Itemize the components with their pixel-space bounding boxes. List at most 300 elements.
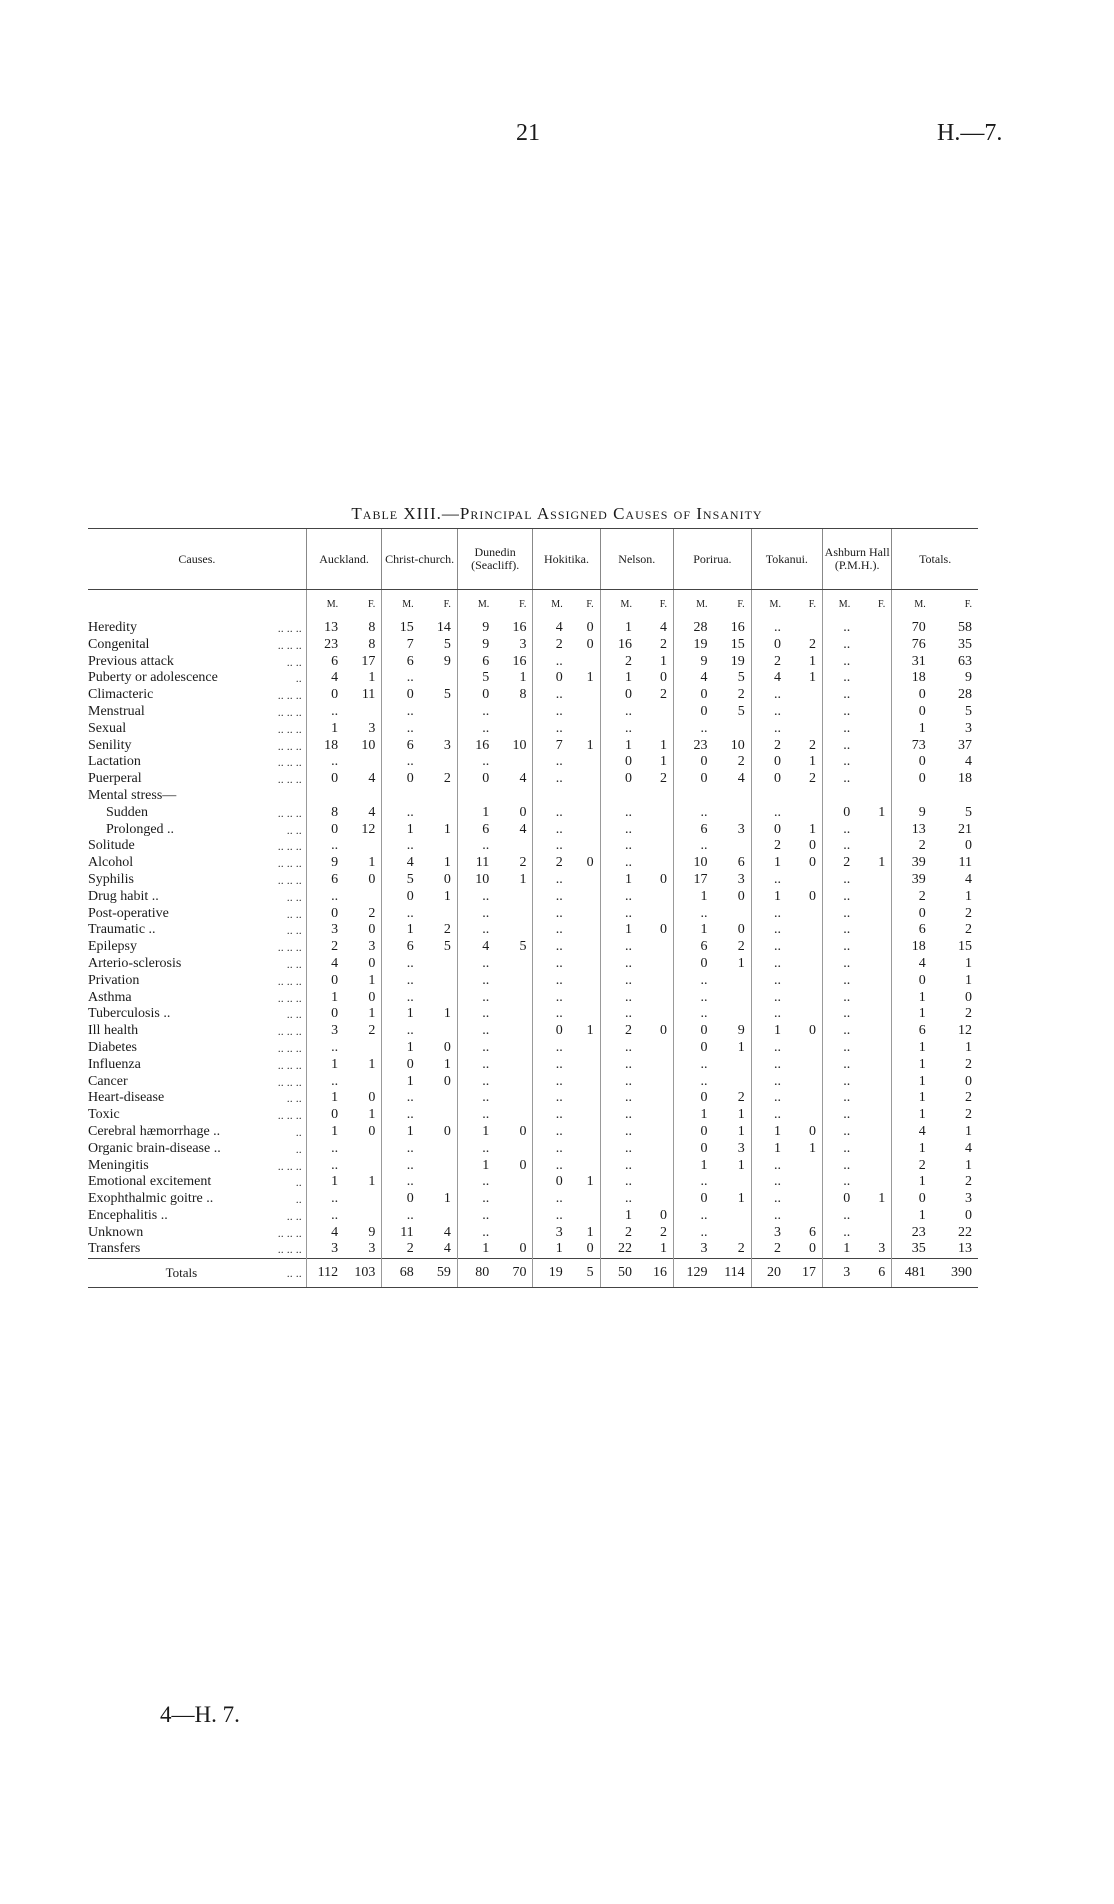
table-row <box>88 1090 978 1107</box>
female-count-cell: 1 <box>368 670 376 686</box>
female-count-cell <box>716 838 752 855</box>
male-count-cell: 4 <box>892 1124 934 1141</box>
table-row <box>88 738 978 755</box>
male-count-cell: .. <box>823 906 859 923</box>
male-count-cell: 10 <box>457 872 497 889</box>
female-count-cell <box>640 855 674 872</box>
male-count-cell: 1 <box>892 1040 934 1057</box>
male-count-cell: 0 <box>306 1107 346 1124</box>
f-label: F. <box>808 599 817 610</box>
female-count-cell <box>497 906 533 923</box>
female-count-cell: 1 <box>586 1224 594 1240</box>
male-count-cell: 1 <box>306 1124 346 1141</box>
male-count-cell: 8 <box>306 805 346 822</box>
female-count-cell: 2 <box>737 754 745 770</box>
leader-dots: .. .. .. <box>277 755 302 770</box>
male-count-cell: .. <box>533 1057 571 1074</box>
female-count-cell: 4 <box>519 771 527 787</box>
cause-label: Puberty or adolescence <box>88 670 218 686</box>
male-count-cell: 0 <box>306 906 346 923</box>
male-count-cell: 39 <box>892 855 934 872</box>
cause-label: Encephalitis .. <box>88 1207 168 1223</box>
male-count-cell: .. <box>823 620 859 637</box>
male-count-cell: 0 <box>674 1191 716 1208</box>
female-count-cell <box>497 1174 533 1191</box>
male-count-cell: .. <box>457 956 497 973</box>
male-count-cell: .. <box>457 1225 497 1242</box>
male-count-cell: .. <box>600 906 640 923</box>
table-header-row <box>88 529 978 590</box>
leader-dots: .. .. <box>286 906 302 921</box>
male-count-cell: .. <box>823 721 859 738</box>
male-count-cell: 1 <box>600 922 640 939</box>
male-count-cell: 6 <box>457 822 497 839</box>
leader-dots: .. <box>295 1141 302 1156</box>
male-count-cell: 0 <box>382 1191 422 1208</box>
male-count-cell: .. <box>457 1023 497 1040</box>
table-row <box>88 1208 978 1225</box>
male-count-cell: 1 <box>892 1090 934 1107</box>
leader-dots: .. .. .. <box>277 1225 302 1240</box>
f-label: F. <box>443 599 451 610</box>
female-count-cell: 70 <box>497 1259 533 1288</box>
male-count-cell: .. <box>751 1090 789 1107</box>
male-count-cell: .. <box>306 704 346 721</box>
female-count-cell: 1 <box>519 871 527 887</box>
male-count-cell: 0 <box>306 973 346 990</box>
male-count-cell: 1 <box>892 1057 934 1074</box>
male-count-cell: .. <box>600 939 640 956</box>
female-count-cell <box>571 721 600 738</box>
male-count-cell <box>457 788 497 805</box>
female-count-cell: 10 <box>361 737 376 753</box>
female-count-cell <box>716 805 752 822</box>
male-count-cell: 1 <box>457 805 497 822</box>
male-count-cell: .. <box>306 754 346 771</box>
table-row <box>88 1141 978 1158</box>
male-count-cell: 1 <box>382 1074 422 1091</box>
female-count-cell <box>422 805 458 822</box>
totals-row <box>88 1259 978 1288</box>
leader-dots: .. .. .. <box>277 721 302 736</box>
female-count-cell: 0 <box>586 1241 594 1257</box>
table-row <box>88 1191 978 1208</box>
female-count-cell: 1 <box>878 804 886 820</box>
female-count-cell <box>789 906 823 923</box>
female-count-cell <box>346 1040 382 1057</box>
male-count-cell: 0 <box>823 1191 859 1208</box>
female-count-cell <box>858 738 892 755</box>
female-count-cell: 1 <box>965 1157 972 1173</box>
male-count-cell: .. <box>823 670 859 687</box>
leader-dots: .. .. <box>286 1007 302 1022</box>
female-count-cell <box>346 889 382 906</box>
female-count-cell <box>858 1023 892 1040</box>
female-count-cell <box>858 771 892 788</box>
table-row <box>88 956 978 973</box>
female-count-cell <box>858 822 892 839</box>
female-count-cell <box>716 1225 752 1242</box>
female-count-cell <box>346 1158 382 1175</box>
male-count-cell: 73 <box>892 738 934 755</box>
female-count-cell: 3 <box>878 1241 886 1257</box>
female-count-cell <box>640 805 674 822</box>
female-count-cell: 63 <box>958 653 972 669</box>
female-count-cell: 1 <box>660 653 668 669</box>
male-count-cell: 0 <box>892 906 934 923</box>
female-count-cell: 5 <box>965 703 972 719</box>
cause-label: Mental stress— <box>88 787 177 803</box>
female-count-cell <box>422 1023 458 1040</box>
male-count-cell: 31 <box>892 654 934 671</box>
female-count-cell: 2 <box>965 1056 972 1072</box>
female-count-cell: 2 <box>965 1006 972 1022</box>
female-count-cell <box>497 721 533 738</box>
male-count-cell: 129 <box>674 1259 716 1288</box>
male-count-cell: .. <box>457 906 497 923</box>
male-count-cell: 0 <box>892 754 934 771</box>
male-count-cell: 1 <box>751 1023 789 1040</box>
table-row <box>88 654 978 671</box>
male-count-cell: 1 <box>600 872 640 889</box>
male-count-cell: .. <box>751 620 789 637</box>
female-count-cell: 9 <box>368 1224 376 1240</box>
female-count-cell: 5 <box>737 670 745 686</box>
male-count-cell: 4 <box>306 956 346 973</box>
male-count-cell: .. <box>382 754 422 771</box>
female-count-cell: 35 <box>958 636 972 652</box>
male-count-cell: .. <box>751 1174 789 1191</box>
male-count-cell: 1 <box>306 990 346 1007</box>
male-count-cell: 0 <box>382 771 422 788</box>
male-count-cell: 0 <box>457 771 497 788</box>
male-count-cell: 0 <box>892 973 934 990</box>
female-count-cell: 0 <box>809 855 817 871</box>
table-row <box>88 855 978 872</box>
table-row <box>88 670 978 687</box>
male-count-cell <box>600 788 640 805</box>
male-count-cell: .. <box>382 704 422 721</box>
male-count-cell: .. <box>674 1006 716 1023</box>
male-count-cell: .. <box>457 838 497 855</box>
female-count-cell: 9 <box>737 1023 745 1039</box>
table-title: Table XIII.—Principal Assigned Causes of Insanity <box>351 504 763 523</box>
female-count-cell: 1 <box>965 972 972 988</box>
female-count-cell <box>571 1040 600 1057</box>
female-count-cell: 1 <box>737 1123 745 1139</box>
female-count-cell: 1 <box>443 888 451 904</box>
female-count-cell <box>571 704 600 721</box>
male-count-cell: .. <box>751 1158 789 1175</box>
female-count-cell: 3 <box>519 636 527 652</box>
female-count-cell: 2 <box>809 636 817 652</box>
table-row <box>88 822 978 839</box>
female-count-cell: 8 <box>519 687 527 703</box>
male-count-cell: .. <box>751 956 789 973</box>
female-count-cell: 3 <box>737 871 745 887</box>
male-count-cell: .. <box>751 1208 789 1225</box>
female-count-cell: 11 <box>361 687 376 703</box>
male-count-cell: 18 <box>892 670 934 687</box>
male-count-cell: .. <box>382 956 422 973</box>
male-count-cell: .. <box>674 1057 716 1074</box>
female-count-cell <box>571 906 600 923</box>
male-count-cell: .. <box>674 990 716 1007</box>
male-count-cell: .. <box>751 1074 789 1091</box>
female-count-cell <box>789 620 823 637</box>
male-count-cell: 1 <box>457 1158 497 1175</box>
cause-label: Exophthalmic goitre .. <box>88 1191 214 1207</box>
female-count-cell <box>789 1158 823 1175</box>
female-count-cell <box>858 872 892 889</box>
male-count-cell: 0 <box>823 805 859 822</box>
female-count-cell <box>640 990 674 1007</box>
female-count-cell <box>789 922 823 939</box>
male-count-cell: .. <box>674 973 716 990</box>
male-count-cell: 9 <box>674 654 716 671</box>
male-count-cell: 1 <box>751 889 789 906</box>
table-row <box>88 637 978 654</box>
male-count-cell <box>892 788 934 805</box>
leader-dots: .. .. .. <box>277 839 302 854</box>
female-count-cell <box>789 1191 823 1208</box>
column-header-hokitika: Hokitika. <box>533 529 600 590</box>
leader-dots: .. .. .. <box>277 1074 302 1089</box>
female-count-cell: 2 <box>443 922 451 938</box>
male-count-cell: .. <box>306 1141 346 1158</box>
female-count-cell: 6 <box>858 1259 892 1288</box>
male-count-cell: .. <box>533 956 571 973</box>
cause-label: Sexual <box>88 720 127 736</box>
female-count-cell: 16 <box>730 620 745 635</box>
female-count-cell <box>640 788 674 805</box>
female-count-cell: 2 <box>965 1174 972 1190</box>
female-count-cell: 2 <box>660 687 668 703</box>
female-count-cell <box>858 939 892 956</box>
female-count-cell <box>858 956 892 973</box>
male-count-cell: 1 <box>823 1241 859 1258</box>
male-count-cell: 1 <box>892 1006 934 1023</box>
male-count-cell: 6 <box>382 654 422 671</box>
cause-label: Meningitis <box>88 1157 149 1173</box>
table-row <box>88 1074 978 1091</box>
female-count-cell: 2 <box>809 737 817 753</box>
male-count-cell: 5 <box>457 670 497 687</box>
female-count-cell: 21 <box>958 821 972 837</box>
female-count-cell <box>716 1057 752 1074</box>
male-count-cell: 3 <box>823 1259 859 1288</box>
female-count-cell <box>571 822 600 839</box>
female-count-cell: 8 <box>368 620 376 635</box>
table-row <box>88 922 978 939</box>
male-count-cell: 1 <box>533 1241 571 1258</box>
male-count-cell: .. <box>533 1158 571 1175</box>
cause-label: Arterio-sclerosis <box>88 955 182 971</box>
male-count-cell: .. <box>674 1225 716 1242</box>
female-count-cell: 0 <box>586 636 594 652</box>
female-count-cell <box>716 1174 752 1191</box>
male-count-cell: 3 <box>306 922 346 939</box>
male-count-cell: 1 <box>382 822 422 839</box>
female-count-cell <box>422 704 458 721</box>
female-count-cell: 2 <box>368 905 376 921</box>
female-count-cell <box>858 637 892 654</box>
male-count-cell: 0 <box>892 704 934 721</box>
cause-label: Sudden <box>106 804 148 820</box>
female-count-cell: 3 <box>368 1241 376 1257</box>
female-count-cell <box>422 1141 458 1158</box>
male-count-cell: 9 <box>306 855 346 872</box>
male-count-cell: 2 <box>892 838 934 855</box>
m-label: M. <box>823 590 859 621</box>
cause-label: Prolonged .. <box>106 821 175 837</box>
table-row <box>88 1158 978 1175</box>
cause-label: Influenza <box>88 1056 141 1072</box>
male-count-cell: .. <box>674 838 716 855</box>
female-count-cell <box>571 990 600 1007</box>
female-count-cell <box>422 721 458 738</box>
cause-label: Toxic <box>88 1107 120 1123</box>
male-count-cell: .. <box>600 1174 640 1191</box>
male-count-cell: .. <box>600 838 640 855</box>
column-header-nelson: Nelson. <box>600 529 673 590</box>
male-count-cell: .. <box>823 1006 859 1023</box>
female-count-cell: 2 <box>660 636 668 652</box>
female-count-cell: 9 <box>965 670 972 686</box>
male-count-cell: .. <box>457 973 497 990</box>
female-count-cell <box>858 1074 892 1091</box>
female-count-cell: 2 <box>965 1090 972 1106</box>
female-count-cell: 0 <box>519 804 527 820</box>
female-count-cell: 1 <box>965 1123 972 1139</box>
male-count-cell: 50 <box>600 1259 640 1288</box>
female-count-cell: 1 <box>878 855 886 871</box>
female-count-cell: 14 <box>436 620 451 635</box>
female-count-cell <box>789 939 823 956</box>
column-header-totals: Totals. <box>892 529 978 590</box>
female-count-cell: 0 <box>443 1073 451 1089</box>
female-count-cell <box>858 721 892 738</box>
female-count-cell: 3 <box>965 720 972 736</box>
male-count-cell: .. <box>823 1090 859 1107</box>
male-count-cell: .. <box>823 822 859 839</box>
male-count-cell: .. <box>533 805 571 822</box>
female-count-cell <box>789 704 823 721</box>
male-count-cell: 4 <box>892 956 934 973</box>
female-count-cell: 0 <box>586 855 594 871</box>
female-count-cell <box>571 838 600 855</box>
male-count-cell: 481 <box>892 1259 934 1288</box>
female-count-cell: 18 <box>958 771 972 787</box>
female-count-cell: 1 <box>660 754 668 770</box>
female-count-cell: 5 <box>443 687 451 703</box>
female-count-cell: 0 <box>443 871 451 887</box>
cause-label: Cancer <box>88 1073 128 1089</box>
male-count-cell: 2 <box>306 939 346 956</box>
male-count-cell: 2 <box>751 838 789 855</box>
male-count-cell: 35 <box>892 1241 934 1258</box>
female-count-cell: 11 <box>958 855 972 871</box>
female-count-cell <box>571 1158 600 1175</box>
female-count-cell <box>858 1040 892 1057</box>
female-count-cell <box>640 838 674 855</box>
table-row <box>88 1023 978 1040</box>
male-count-cell: 0 <box>892 687 934 704</box>
female-count-cell: 0 <box>368 922 376 938</box>
male-count-cell: 6 <box>382 939 422 956</box>
male-count-cell: .. <box>751 704 789 721</box>
female-count-cell <box>571 805 600 822</box>
male-count-cell: 3 <box>751 1225 789 1242</box>
female-count-cell <box>346 1141 382 1158</box>
female-count-cell <box>497 1225 533 1242</box>
male-count-cell: 2 <box>892 1158 934 1175</box>
cause-label: Menstrual <box>88 703 145 719</box>
male-count-cell: 3 <box>533 1225 571 1242</box>
cause-label: Unknown <box>88 1224 144 1240</box>
male-count-cell: 1 <box>600 620 640 637</box>
female-count-cell: 103 <box>346 1259 382 1288</box>
male-count-cell: .. <box>382 1208 422 1225</box>
female-count-cell: 15 <box>730 636 745 652</box>
male-count-cell: 20 <box>751 1259 789 1288</box>
cause-label: Ill health <box>88 1023 139 1039</box>
female-count-cell <box>571 939 600 956</box>
male-count-cell: .. <box>751 973 789 990</box>
female-count-cell: 1 <box>443 1006 451 1022</box>
female-count-cell: 10 <box>730 737 745 753</box>
female-count-cell: 4 <box>737 771 745 787</box>
male-count-cell <box>823 788 859 805</box>
female-count-cell <box>497 990 533 1007</box>
male-count-cell: .. <box>533 906 571 923</box>
female-count-cell <box>640 1057 674 1074</box>
male-count-cell: 0 <box>674 1124 716 1141</box>
female-count-cell: 5 <box>965 804 972 820</box>
column-header-christ-church: Christ-church. <box>382 529 458 590</box>
female-count-cell <box>858 1057 892 1074</box>
male-count-cell: 1 <box>457 1124 497 1141</box>
female-count-cell: 1 <box>737 1039 745 1055</box>
female-count-cell: 2 <box>660 771 668 787</box>
f-label: F. <box>737 599 745 610</box>
m-label: M. <box>457 590 497 621</box>
female-count-cell <box>422 670 458 687</box>
female-count-cell <box>571 754 600 771</box>
male-count-cell: 0 <box>674 704 716 721</box>
female-count-cell: 0 <box>965 838 972 854</box>
causes-table-wrap <box>88 528 978 1288</box>
page-number: 21 <box>516 120 540 146</box>
leader-dots: .. .. .. <box>277 772 302 787</box>
female-count-cell: 0 <box>660 670 668 686</box>
male-count-cell: .. <box>600 1006 640 1023</box>
female-count-cell: 17 <box>789 1259 823 1288</box>
cause-label: Organic brain-disease .. <box>88 1140 221 1156</box>
female-count-cell: 2 <box>965 1107 972 1123</box>
male-count-cell: .. <box>533 889 571 906</box>
female-count-cell <box>858 754 892 771</box>
female-count-cell: 6 <box>737 855 745 871</box>
male-count-cell: .. <box>382 1090 422 1107</box>
male-count-cell: 2 <box>533 637 571 654</box>
female-count-cell <box>571 1191 600 1208</box>
male-count-cell: 1 <box>892 1208 934 1225</box>
female-count-cell <box>858 1124 892 1141</box>
female-count-cell <box>422 1158 458 1175</box>
male-count-cell: .. <box>600 973 640 990</box>
male-count-cell: 5 <box>382 872 422 889</box>
